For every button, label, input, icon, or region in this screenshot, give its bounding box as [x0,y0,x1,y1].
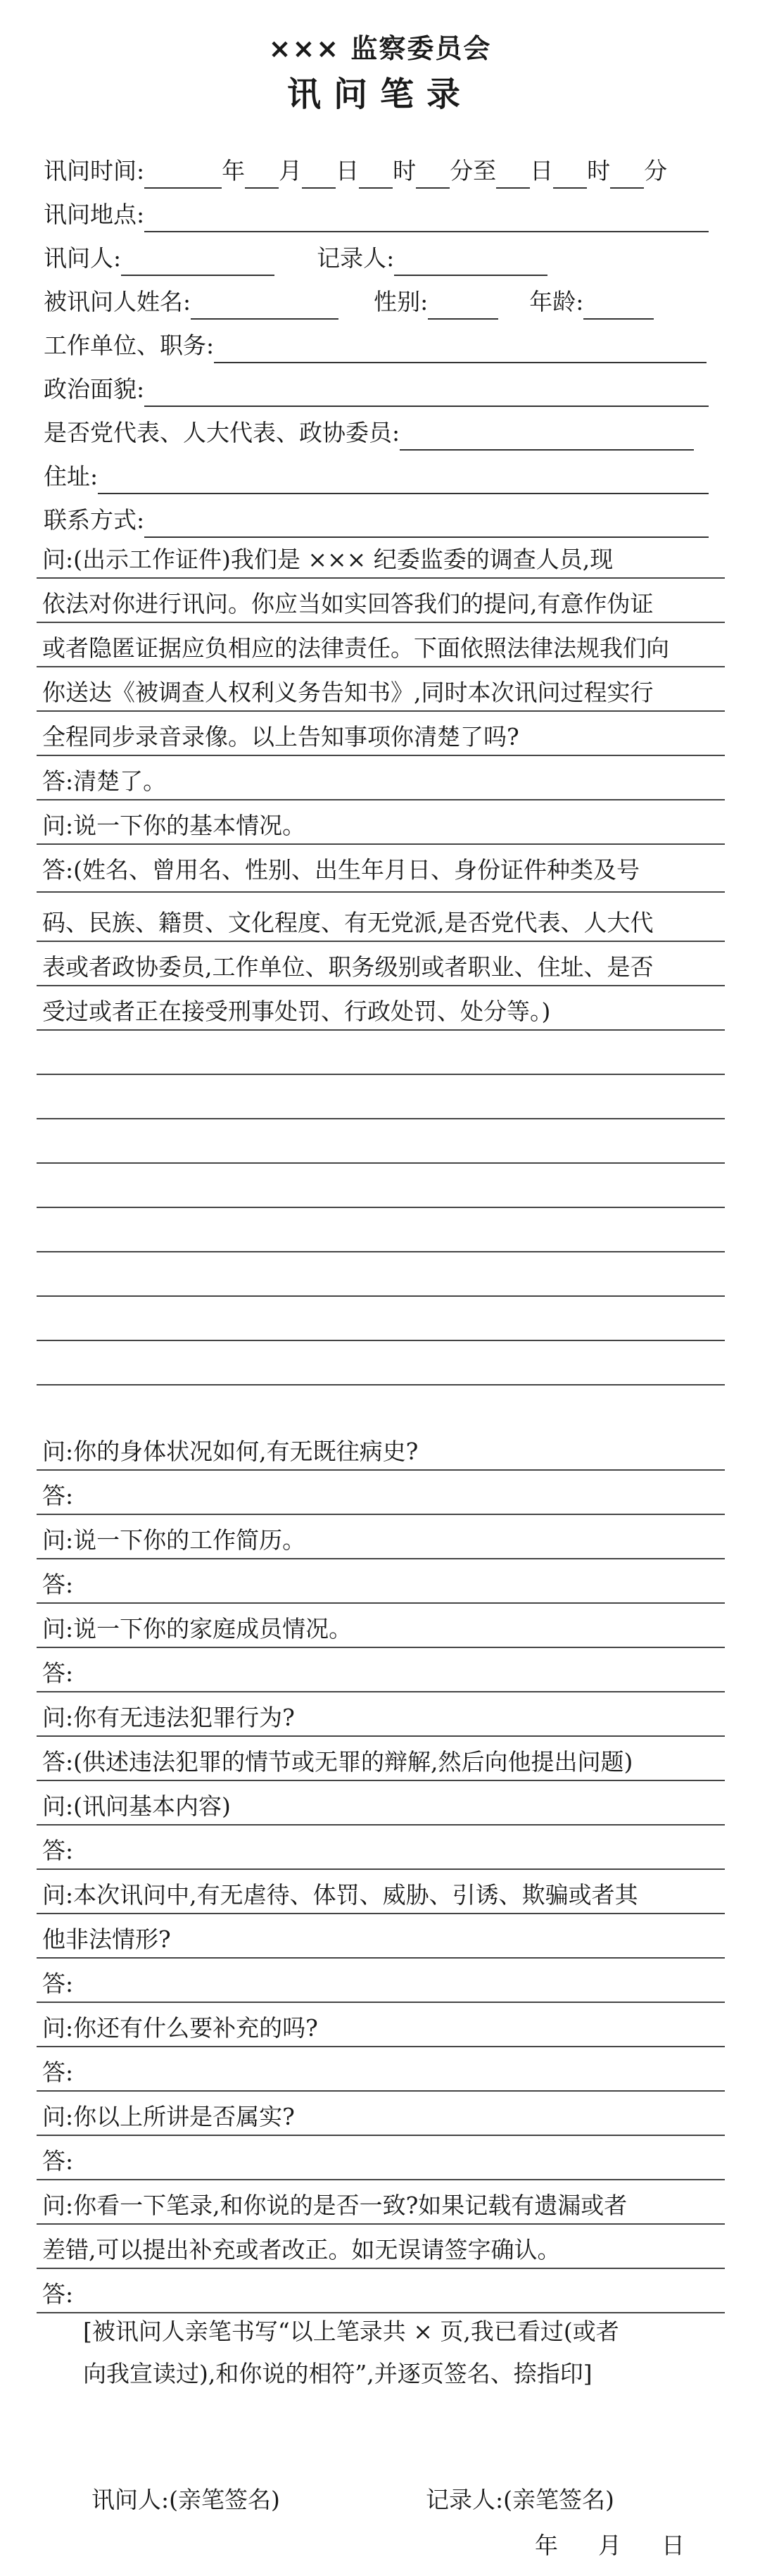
ruled-line [37,1602,725,1604]
ruled-line [37,666,725,667]
minute-to-unit: 分至 [450,157,497,184]
body-line: 或者隐匿证据应负相应的法律责任。下面依照法律法规我们向 [42,634,669,662]
answer-line: 码、民族、籍贯、文化程度、有无党派,是否党代表、人大代 [42,909,654,936]
ruled-line [37,799,725,800]
body-line: 依法对你进行讯问。你应当如实回答我们的提问,有意作伪证 [42,590,654,617]
answer-line: 表或者政协委员,工作单位、职务级别或者职业、住址、是否 [42,953,654,981]
representative-blank[interactable] [400,422,694,451]
ruled-line [37,2223,725,2225]
month-unit: 月 [279,157,303,184]
ruled-line [37,577,725,579]
political-blank[interactable] [144,379,709,407]
political-label: 政治面貌: [44,375,145,403]
ruled-line [37,891,725,893]
ruled-line [37,2179,725,2180]
ruled-line [37,985,725,986]
representative-label: 是否党代表、人大代表、政协委员: [44,419,400,446]
ruled-line [37,1251,725,1252]
answer-line: 答: [42,2280,74,2308]
subject-name-label: 被讯问人姓名: [44,288,191,315]
question-line: 问:说一下你的基本情况。 [42,812,306,839]
ruled-line [37,1780,725,1781]
ruled-line [37,1029,725,1031]
body-line: 全程同步录音录像。以上告知事项你清楚了吗? [42,723,519,750]
time-field [44,153,725,189]
age-label: 年龄: [529,288,584,315]
ruled-line [37,2135,725,2136]
interrogator-signature: 讯问人:(亲笔签名) [91,2486,280,2513]
ruled-line [37,710,725,712]
question-line: 问:你的身体状况如何,有无既往病史? [42,1438,419,1465]
ruled-line [37,1469,725,1471]
end-hour-unit: 时 [587,157,611,184]
question-line: 他非法情形? [42,1925,171,1953]
ruled-line [37,1558,725,1559]
date-year: 年 [535,2532,558,2559]
answer-line: 答:(供述违法犯罪的情节或无罪的辩解,然后向他提出问题) [42,1748,633,1776]
subject-field [44,284,725,320]
ruled-line [37,1074,725,1075]
contact-label: 联系方式: [44,506,145,534]
ruled-line [37,1162,725,1164]
ruled-line [37,1691,725,1692]
month-blank[interactable] [245,161,279,189]
answer-line: 答:清楚了。 [42,767,167,795]
recorder-label: 记录人: [317,244,395,272]
question-line: 差错,可以提出补充或者改正。如无误请签字确认。 [42,2236,561,2263]
end-day-blank[interactable] [496,161,530,189]
ruled-line [37,2002,725,2003]
year-unit: 年 [222,157,246,184]
ruled-line [37,1735,725,1737]
ruled-line [37,2046,725,2047]
age-blank[interactable] [583,291,654,320]
address-blank[interactable] [98,466,709,494]
place-field [44,197,725,232]
time-label: 讯问时间: [44,157,145,184]
body-line: 问:(出示工作证件)我们是 ××× 纪委监委的调查人员,现 [42,546,614,573]
ruled-line [37,941,725,942]
ruled-line [37,1957,725,1959]
address-label: 住址: [44,463,99,490]
interrogator-recorder-field [44,241,725,276]
ruled-line [37,755,725,756]
ruled-line [37,1340,725,1341]
question-line: 问:你还有什么要补充的吗? [42,2014,318,2042]
date-day: 日 [661,2532,685,2559]
hour-unit: 时 [393,157,417,184]
question-line: 问:说一下你的工作简历。 [42,1526,306,1554]
ruled-line [37,1647,725,1648]
interrogator-label: 讯问人: [44,244,122,272]
question-line: 问:(讯问基本内容) [42,1792,231,1820]
answer-line: 答: [42,1837,74,1864]
contact-field [44,503,725,538]
recorder-blank[interactable] [394,248,547,276]
place-blank[interactable] [144,204,709,232]
hour-blank[interactable] [359,161,393,189]
political-field [44,372,725,407]
ruled-line [37,843,725,845]
answer-line: 答: [42,1482,74,1509]
question-line: 问:你有无违法犯罪行为? [42,1704,295,1731]
answer-line: 答:(姓名、曾用名、性别、出生年月日、身份证件种类及号 [42,856,640,884]
answer-line: 答: [42,1970,74,1997]
year-blank[interactable] [144,161,222,189]
answer-line: 答: [42,2059,74,2086]
ruled-line [37,2268,725,2269]
interrogator-blank[interactable] [121,248,274,276]
contact-blank[interactable] [144,510,709,538]
question-line: 问:你以上所讲是否属实? [42,2103,295,2130]
answer-line: 受过或者正在接受刑事处罚、行政处罚、处分等。) [42,998,551,1025]
recorder-signature: 记录人:(亲笔签名) [426,2486,614,2513]
ruled-line [37,1295,725,1297]
ruled-line [37,2090,725,2092]
ruled-line [37,1913,725,1914]
representative-field [44,415,725,451]
answer-line: 答: [42,1571,74,1598]
ruled-line [37,2312,725,2313]
ruled-line [37,1207,725,1208]
workplace-field [44,328,725,363]
end-minute-unit: 分 [644,157,668,184]
org-name: ××× 监察委员会 [268,33,492,64]
note-line: 向我宣读过),和你说的相符”,并逐页签名、捺指印] [83,2360,593,2387]
address-field [44,459,725,494]
end-hour-blank[interactable] [553,161,587,189]
ruled-line [37,1514,725,1515]
ruled-line [37,1384,725,1386]
day-unit: 日 [336,157,360,184]
gender-label: 性别: [374,288,429,315]
answer-line: 答: [42,2147,74,2175]
ruled-line [37,622,725,623]
ruled-line [37,1824,725,1826]
ruled-line [37,1118,725,1119]
question-line: 问:说一下你的家庭成员情况。 [42,1615,353,1642]
question-line: 问:你看一下笔录,和你说的是否一致?如果记载有遗漏或者 [42,2192,628,2219]
document-title: 讯问笔录 [286,75,473,114]
note-line: [被讯问人亲笔书写“以上笔录共 × 页,我已看过(或者 [83,2318,619,2345]
gender-blank[interactable] [428,291,498,320]
date-month: 月 [598,2532,621,2559]
workplace-label: 工作单位、职务: [44,332,215,359]
answer-line: 答: [42,1659,74,1687]
place-label: 讯问地点: [44,201,145,228]
end-minute-blank[interactable] [610,161,644,189]
question-line: 问:本次讯问中,有无虐待、体罚、威胁、引诱、欺骗或者其 [42,1881,638,1909]
end-day-unit: 日 [530,157,554,184]
ruled-line [37,1868,725,1870]
workplace-blank[interactable] [214,335,707,363]
day-blank[interactable] [302,161,336,189]
subject-name-blank[interactable] [191,291,338,320]
minute-blank[interactable] [416,161,450,189]
body-line: 你送达《被调查人权利义务告知书》,同时本次讯问过程实行 [42,679,654,706]
signing-instruction [83,2316,730,2389]
